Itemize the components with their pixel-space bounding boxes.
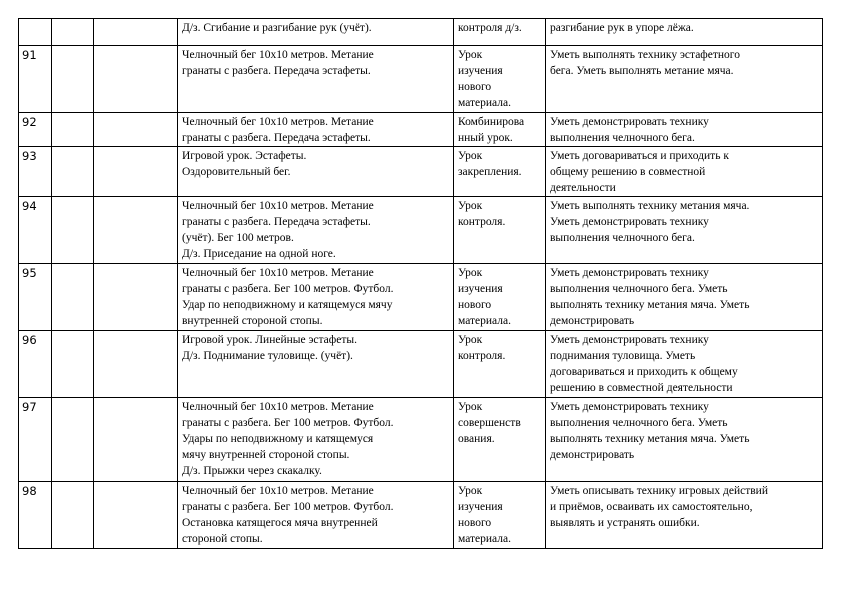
- lesson-topic: Челночный бег 10х10 метров. Метание гранаты с разбега. Бег 100 метров. Футбол. Удар по неподвижному и катящемуся мячу внутренней стороной стопы.: [178, 264, 454, 331]
- fact-date-cell: [94, 113, 178, 147]
- lesson-type: Комбинирова нный урок.: [454, 113, 546, 147]
- lesson-type: Урок закрепления.: [454, 147, 546, 197]
- lesson-topic: Д/з. Сгибание и разгибание рук (учёт).: [178, 19, 454, 46]
- lesson-type: контроля д/з.: [454, 19, 546, 46]
- lesson-result: Уметь выполнять технику эстафетного бега. Уметь выполнять метание мяча.: [546, 46, 823, 113]
- fact-date-cell: [94, 197, 178, 264]
- lesson-type: Урок изучения нового материала.: [454, 46, 546, 113]
- table-row: [19, 46, 823, 113]
- lesson-type: Урок изучения нового материала.: [454, 264, 546, 331]
- plan-date-cell: [52, 264, 94, 331]
- lesson-result: Уметь демонстрировать технику выполнения челночного бега. Уметь выполнять технику метания мяча. Уметь демонстрировать: [546, 264, 823, 331]
- fact-date-cell: [94, 46, 178, 113]
- lesson-plan-table: [18, 18, 823, 549]
- lesson-topic: Челночный бег 10х10 метров. Метание гранаты с разбега. Передача эстафеты.: [178, 113, 454, 147]
- table-row: [19, 19, 823, 46]
- plan-date-cell: [52, 482, 94, 549]
- lesson-topic: Челночный бег 10х10 метров. Метание гранаты с разбега. Бег 100 метров. Футбол. Остановка катящегося мяча внутренней стороной стопы.: [178, 482, 454, 549]
- lesson-number: 97: [19, 398, 52, 482]
- lesson-topic: Игровой урок. Линейные эстафеты. Д/з. Поднимание туловище. (учёт).: [178, 331, 454, 398]
- lesson-number: 98: [19, 482, 52, 549]
- plan-date-cell: [52, 331, 94, 398]
- fact-date-cell: [94, 482, 178, 549]
- plan-date-cell: [52, 113, 94, 147]
- plan-date-cell: [52, 398, 94, 482]
- fact-date-cell: [94, 147, 178, 197]
- lesson-number: 91: [19, 46, 52, 113]
- lesson-topic: Челночный бег 10х10 метров. Метание гранаты с разбега. Бег 100 метров. Футбол. Удары по неподвижному и катящемуся мячу внутренней стороной стопы. Д/з. Прыжки через скакалку.: [178, 398, 454, 482]
- lesson-number: [19, 19, 52, 46]
- table-row: [19, 264, 823, 331]
- fact-date-cell: [94, 398, 178, 482]
- lesson-type: Урок контроля.: [454, 331, 546, 398]
- table-row: [19, 197, 823, 264]
- table-row: [19, 331, 823, 398]
- lesson-topic: Челночный бег 10х10 метров. Метание гранаты с разбега. Передача эстафеты. (учёт). Бег 100 метров. Д/з. Приседание на одной ноге.: [178, 197, 454, 264]
- table-row: [19, 147, 823, 197]
- lesson-type: Урок изучения нового материала.: [454, 482, 546, 549]
- lesson-result: Уметь договариваться и приходить к общему решению в совместной деятельности: [546, 147, 823, 197]
- lesson-number: 93: [19, 147, 52, 197]
- fact-date-cell: [94, 19, 178, 46]
- lesson-result: Уметь описывать технику игровых действий и приёмов, осваивать их самостоятельно, выявлять и устранять ошибки.: [546, 482, 823, 549]
- table-row: [19, 482, 823, 549]
- lesson-result: разгибание рук в упоре лёжа.: [546, 19, 823, 46]
- lesson-number: 95: [19, 264, 52, 331]
- lesson-result: Уметь выполнять технику метания мяча. Уметь демонстрировать технику выполнения челночного бега.: [546, 197, 823, 264]
- lesson-topic: Челночный бег 10х10 метров. Метание гранаты с разбега. Передача эстафеты.: [178, 46, 454, 113]
- lesson-topic: Игровой урок. Эстафеты. Оздоровительный бег.: [178, 147, 454, 197]
- fact-date-cell: [94, 264, 178, 331]
- plan-date-cell: [52, 46, 94, 113]
- lesson-plan-page: [18, 18, 822, 549]
- lesson-number: 94: [19, 197, 52, 264]
- lesson-result: Уметь демонстрировать технику поднимания туловища. Уметь договариваться и приходить к общему решению в совместной деятельности: [546, 331, 823, 398]
- lesson-type: Урок совершенств ования.: [454, 398, 546, 482]
- plan-date-cell: [52, 197, 94, 264]
- plan-date-cell: [52, 19, 94, 46]
- lesson-type: Урок контроля.: [454, 197, 546, 264]
- fact-date-cell: [94, 331, 178, 398]
- lesson-number: 96: [19, 331, 52, 398]
- lesson-result: Уметь демонстрировать технику выполнения челночного бега.: [546, 113, 823, 147]
- lesson-number: 92: [19, 113, 52, 147]
- table-row: [19, 398, 823, 482]
- table-row: [19, 113, 823, 147]
- lesson-result: Уметь демонстрировать технику выполнения челночного бега. Уметь выполнять технику метания мяча. Уметь демонстрировать: [546, 398, 823, 482]
- plan-date-cell: [52, 147, 94, 197]
